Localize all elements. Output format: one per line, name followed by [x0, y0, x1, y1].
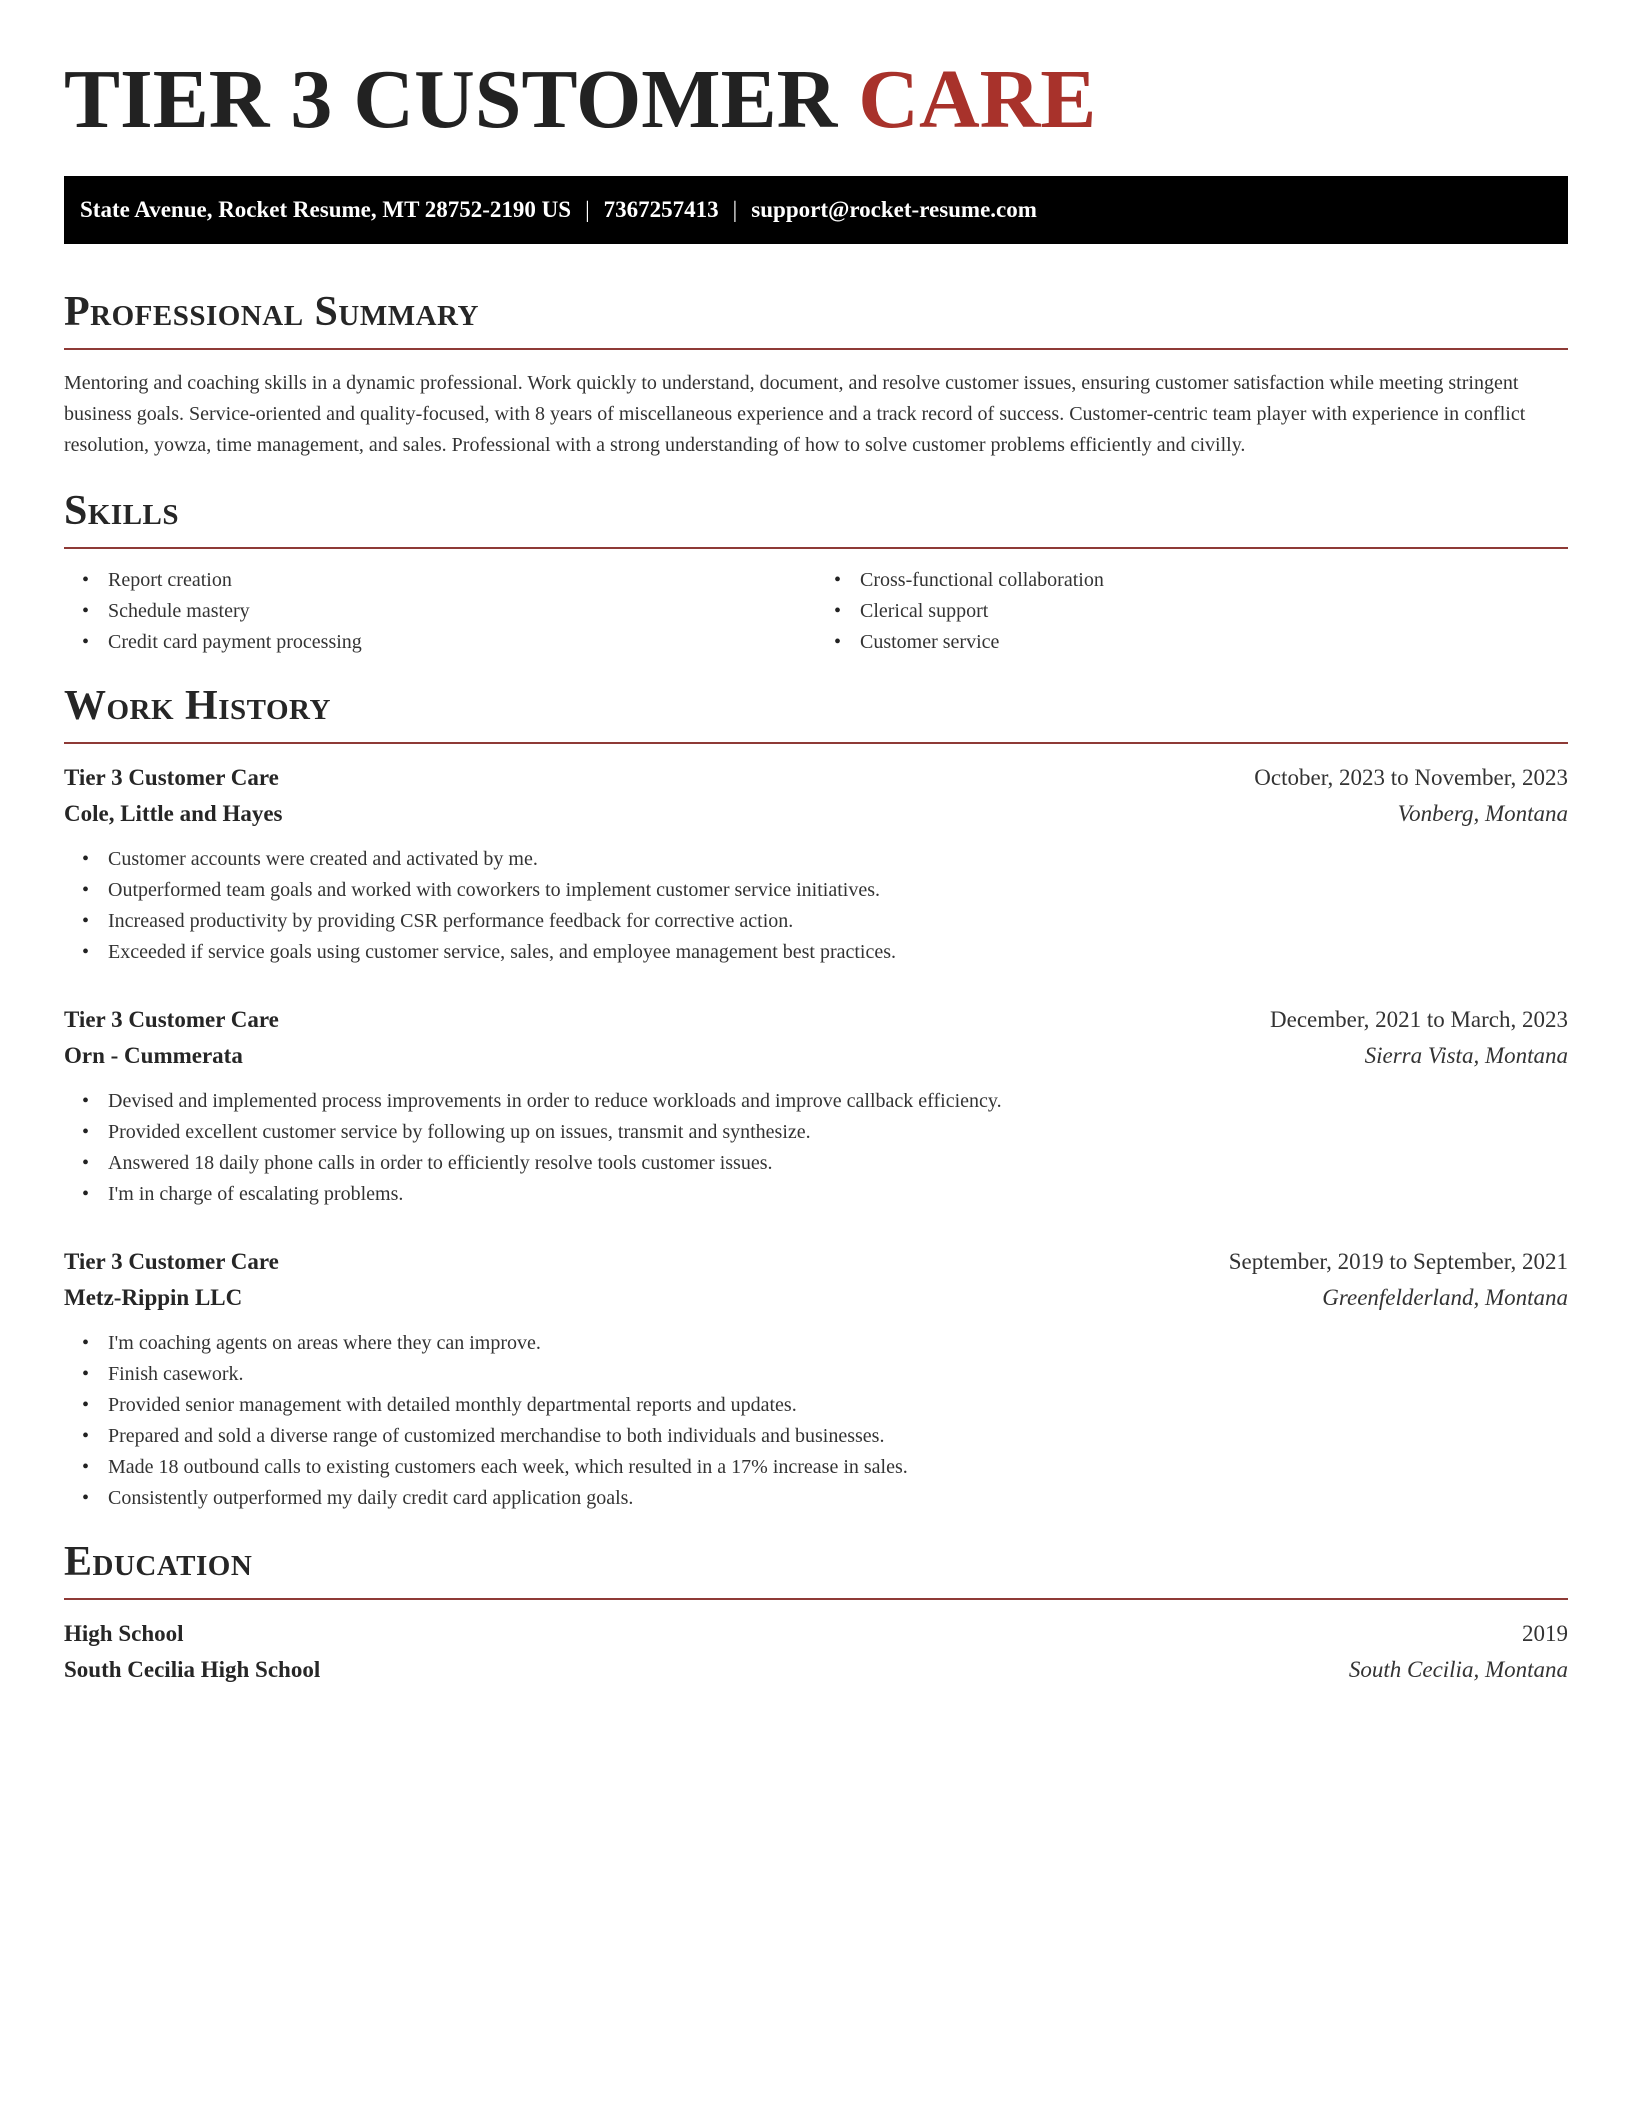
- work-history-heading: Work History: [64, 683, 331, 729]
- education-degree: High School: [64, 1621, 184, 1646]
- resume-title: [64, 0, 1568, 146]
- education-section: [64, 1538, 1568, 1688]
- job-bullet: • Exceeded if service goals using customer service, sales, and employee management best practices.: [108, 937, 1568, 968]
- job-location: Greenfelderland, Montana: [1322, 1285, 1568, 1310]
- summary-text: Mentoring and coaching skills in a dynamic professional. Work quickly to understand, document, and resolve customer issues, ensuring customer satisfaction while meeting stringent business goals. Service-oriented and quality-focused, with 8 years of miscellaneous experience and a track record of success. Customer-centric team player with experience in conflict resolution, yowza, time management, and sales. Professional with a strong understanding of how to solve customer problems efficiently and civilly.: [64, 372, 1526, 456]
- job-bullet: • Made 18 outbound calls to existing customers each week, which resulted in a 17% increase in sales.: [108, 1452, 1568, 1483]
- job-entry: [64, 760, 1568, 968]
- skills-list-right: [816, 565, 1568, 658]
- summary-heading: Professional Summary: [64, 289, 479, 335]
- job-dates: October, 2023 to November, 2023: [1254, 765, 1568, 790]
- section-divider: [64, 1598, 1568, 1600]
- education-entry: [64, 1616, 1568, 1688]
- job-bullet: • Provided senior management with detailed monthly departmental reports and updates.: [108, 1390, 1568, 1421]
- title-accent: CARE: [858, 53, 1097, 146]
- contact-address: State Avenue, Rocket Resume, MT 28752-2190 US: [80, 197, 572, 222]
- job-bullet: • Prepared and sold a diverse range of customized merchandise to both individuals and businesses.: [108, 1421, 1568, 1452]
- job-dates: December, 2021 to March, 2023: [1270, 1007, 1568, 1032]
- skill-item: • Clerical support: [860, 596, 1568, 627]
- job-bullet: • Devised and implemented process improvements in order to reduce workloads and improve callback efficiency.: [108, 1086, 1568, 1117]
- skill-item: • Schedule mastery: [108, 596, 816, 627]
- education-year: 2019: [1522, 1621, 1568, 1646]
- job-bullets: [64, 1328, 1568, 1514]
- contact-bar: [64, 176, 1568, 244]
- skills-heading: Skills: [64, 488, 180, 534]
- job-dates: September, 2019 to September, 2021: [1228, 1249, 1568, 1274]
- job-entry: [64, 1244, 1568, 1514]
- contact-phone[interactable]: 7367257413: [603, 197, 719, 222]
- job-entry: [64, 1002, 1568, 1210]
- job-bullets: [64, 844, 1568, 968]
- job-company: Metz-Rippin LLC: [64, 1285, 243, 1310]
- job-bullets: [64, 1086, 1568, 1210]
- job-bullet: • Provided excellent customer service by following up on issues, transmit and synthesize.: [108, 1117, 1568, 1148]
- skills-section: [64, 487, 1568, 658]
- skill-item: • Cross-functional collaboration: [860, 565, 1568, 596]
- contact-separator: |: [732, 197, 738, 222]
- job-company: Cole, Little and Hayes: [64, 801, 283, 826]
- skill-item: • Credit card payment processing: [108, 627, 816, 658]
- work-history-section: [64, 682, 1568, 1514]
- section-divider: [64, 547, 1568, 549]
- job-title: Tier 3 Customer Care: [64, 1007, 279, 1032]
- job-bullet: • Outperformed team goals and worked with coworkers to implement customer service initiatives.: [108, 875, 1568, 906]
- job-bullet: • I'm coaching agents on areas where they can improve.: [108, 1328, 1568, 1359]
- summary-section: [64, 288, 1568, 461]
- education-school: South Cecilia High School: [64, 1657, 321, 1682]
- job-bullet: • Answered 18 daily phone calls in order to efficiently resolve tools customer issues.: [108, 1148, 1568, 1179]
- skill-item: • Report creation: [108, 565, 816, 596]
- job-location: Sierra Vista, Montana: [1364, 1043, 1568, 1068]
- job-bullet: • I'm in charge of escalating problems.: [108, 1179, 1568, 1210]
- job-bullet: • Customer accounts were created and activated by me.: [108, 844, 1568, 875]
- contact-email[interactable]: support@rocket-resume.com: [751, 197, 1037, 222]
- job-location: Vonberg, Montana: [1397, 801, 1568, 826]
- job-title: Tier 3 Customer Care: [64, 765, 279, 790]
- title-main: TIER 3 CUSTOMER: [64, 53, 838, 146]
- skills-grid: [64, 565, 1568, 658]
- skills-list-left: [64, 565, 816, 658]
- section-divider: [64, 348, 1568, 350]
- skill-item: • Customer service: [860, 627, 1568, 658]
- education-location: South Cecilia, Montana: [1348, 1657, 1568, 1682]
- job-company: Orn - Cummerata: [64, 1043, 243, 1068]
- section-divider: [64, 742, 1568, 744]
- job-bullet: • Increased productivity by providing CSR performance feedback for corrective action.: [108, 906, 1568, 937]
- contact-separator: |: [585, 197, 590, 222]
- education-heading: Education: [64, 1539, 253, 1585]
- job-bullet: • Consistently outperformed my daily credit card application goals.: [108, 1483, 1568, 1514]
- job-title: Tier 3 Customer Care: [64, 1249, 279, 1274]
- job-bullet: • Finish casework.: [108, 1359, 1568, 1390]
